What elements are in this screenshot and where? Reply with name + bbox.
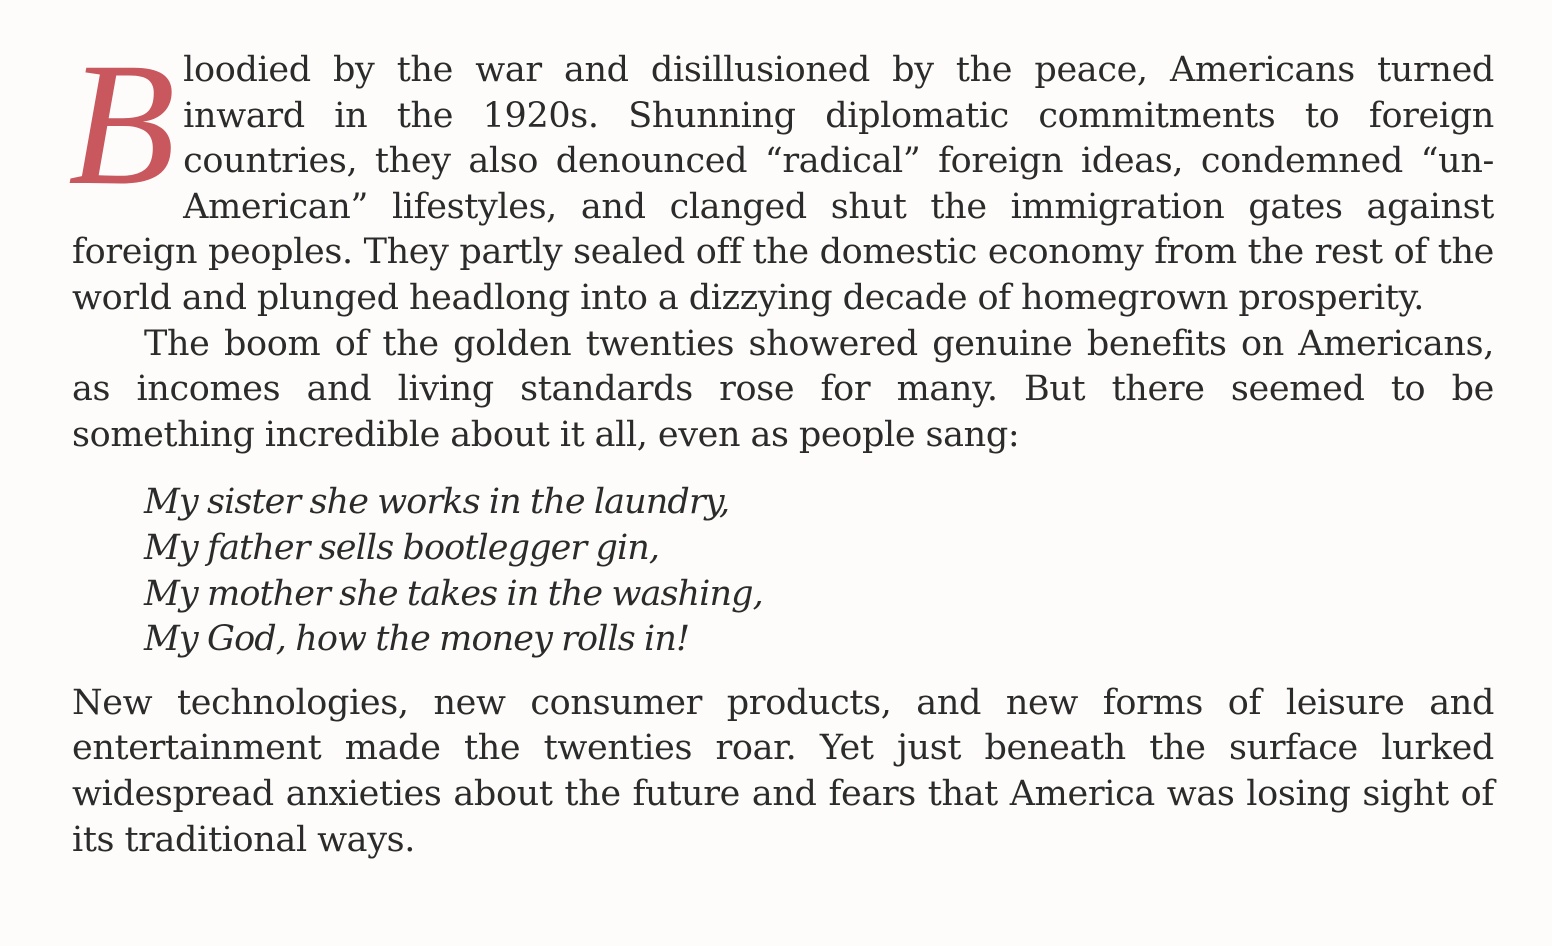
paragraph-intro xyxy=(68,27,1494,322)
song-verse xyxy=(144,480,1494,662)
drop-cap: B xyxy=(68,27,176,222)
paragraph-intro-text: loodied by the war and disillusioned by the peace, Americans turned inward in the 1920s. Shunning diplomatic commitments to foreign countries, they also denounced “radical” foreign ideas, condemned “un-American” lifestyles, and clanged shut the immigration gates against foreign peoples. They partly sealed off the domestic economy from the rest of the world and plunged headlong into a dizzying decade of homegrown prosperity. xyxy=(72,50,1494,318)
paragraph-roaring-twenties: New technologies, new consumer products, and new forms of leisure and entertainment made the twenties roar. Yet just beneath the surface lurked widespread anxieties about the future and fears that America was losing sight of its traditional ways. xyxy=(72,682,1494,860)
verse-line: My God, how the money rolls in! xyxy=(144,619,690,660)
verse-line: My mother she takes in the washing, xyxy=(144,573,763,614)
article-body xyxy=(68,27,1494,863)
paragraph-golden-twenties: The boom of the golden twenties showered genuine benefits on Americans, as incomes and living standards rose for many. But there seemed to be something incredible about it all, even as people sang: xyxy=(72,323,1494,455)
verse-line: My sister she works in the laundry, xyxy=(144,482,730,523)
verse-line: My father sells bootlegger gin, xyxy=(144,527,660,568)
